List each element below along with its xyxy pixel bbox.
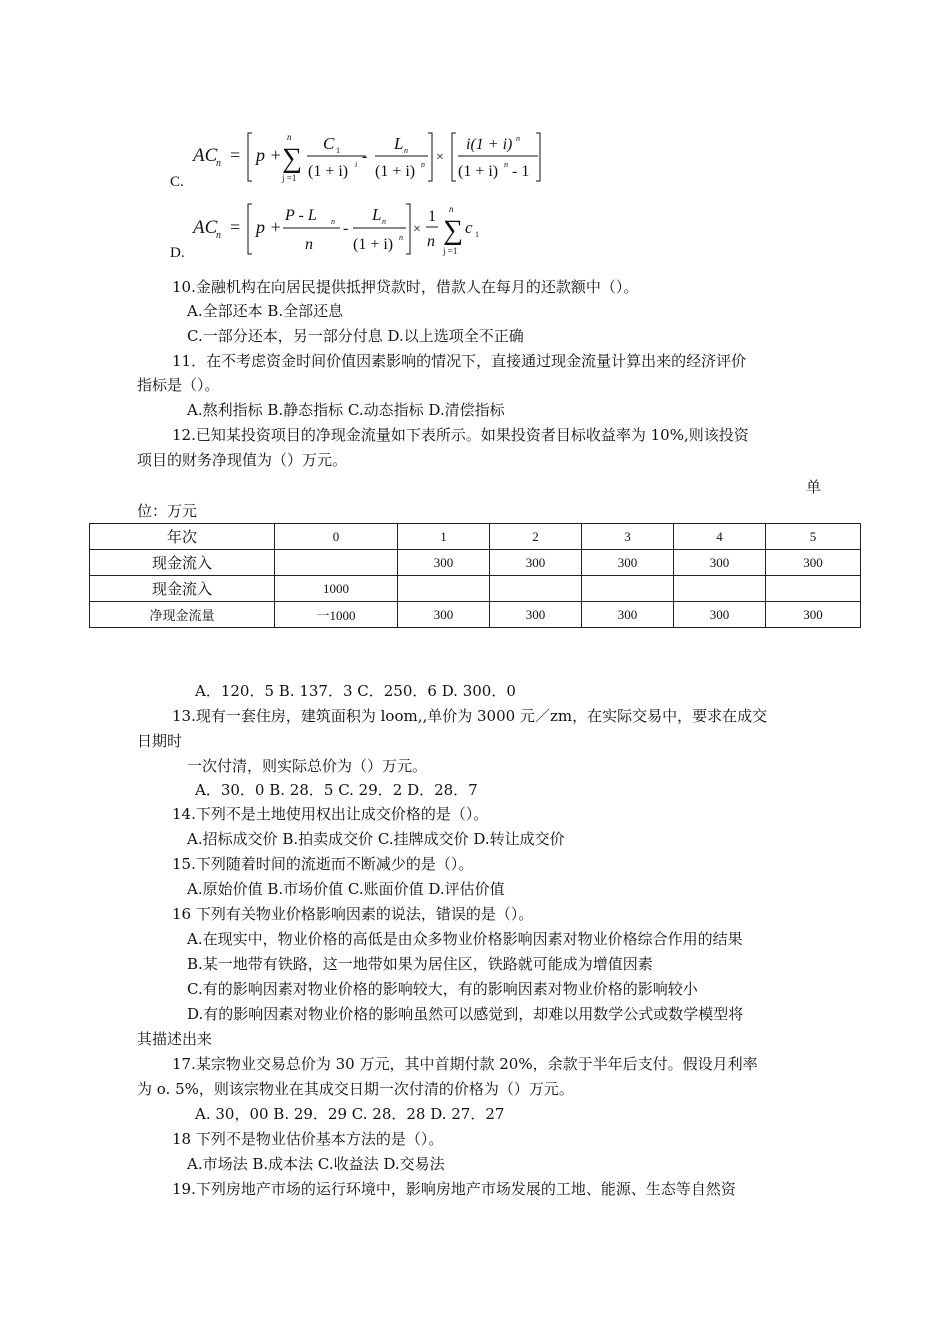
table-header-cell: 3	[582, 524, 674, 550]
formula-c-times: ×	[436, 150, 444, 165]
table-row	[90, 576, 861, 602]
formula-d-den2: (1 + i)	[353, 236, 394, 253]
formula-c-den2-sup: n	[421, 160, 425, 169]
formula-d-sum-top: n	[449, 204, 454, 214]
question-11-line-1: 11．在不考虑资金时间价值因素影响的情况下，直接通过现金流量计算出来的经济评价	[172, 352, 747, 370]
formula-d-c-sub: 1	[475, 230, 479, 239]
formula-d-bracket-close	[406, 204, 410, 254]
formula-c-bracket-close-2	[536, 133, 540, 181]
table-header-row	[90, 524, 861, 550]
formula-c-eq: =	[230, 145, 241, 165]
question-14: 14.下列不是土地使用权出让成交价格的是（）。	[172, 805, 489, 823]
formula-c-num3-sup: n	[516, 134, 520, 143]
question-13-line-3: 一次付清，则实际总价为（）万元。	[187, 757, 428, 775]
table-cell	[674, 576, 766, 602]
table-cell	[275, 550, 398, 576]
table-row-label: 现金流入	[90, 550, 275, 576]
formula-c-bracket-close	[428, 133, 432, 181]
formula-c-graphic	[160, 125, 560, 195]
formula-d-den2-sup: n	[399, 233, 403, 242]
question-16-option-d-line-2: 其描述出来	[137, 1030, 213, 1048]
question-14-options: A.招标成交价 B.拍卖成交价 C.挂牌成交价 D.转让成交价	[187, 830, 565, 848]
table-cell	[490, 576, 582, 602]
formula-c-lhs-sub: n	[216, 158, 221, 169]
question-11-options: A.熬利指标 B.静态指标 C.动态指标 D.清偿指标	[187, 401, 505, 419]
table-cell: 300	[674, 550, 766, 576]
formula-d-lhs-sub: n	[216, 230, 221, 241]
question-17-options: A. 30，00 B. 29．29 C. 28．28 D. 27．27	[195, 1105, 505, 1123]
question-16-option-d-line-1: D.有的影响因素对物业价格的影响虽然可以感觉到，却难以用数学公式或数学模型将	[187, 1005, 744, 1023]
question-18: 18 下列不是物业估价基本方法的是（）。	[172, 1130, 444, 1148]
question-12-line-1: 12.已知某投资项目的净现金流量如下表所示。如果投资者目标收益率为 10%,则该投资	[172, 426, 749, 444]
table-header-cell: 4	[674, 524, 766, 550]
formula-option-d	[160, 196, 560, 262]
table-row	[90, 602, 861, 628]
table-header-cell: 年次	[90, 524, 275, 550]
formula-d-one: 1	[428, 208, 436, 225]
formula-d-bracket-open	[248, 204, 252, 254]
question-11-line-2: 指标是（）。	[137, 376, 220, 394]
formula-c-p: p +	[256, 145, 282, 165]
formula-c-label: C.	[170, 174, 184, 190]
table-cell: 300	[674, 602, 766, 628]
formula-d-minus: -	[343, 220, 349, 237]
question-13-line-2: 日期时	[137, 732, 183, 750]
unit-label-part-1: 单	[806, 478, 822, 496]
question-16-option-c: C.有的影响因素对物业价格的影响较大，有的影响因素对物业价格的影响较小	[187, 980, 698, 998]
formula-d-num1: P - L	[285, 207, 317, 224]
formula-c-num2-sub: n	[404, 146, 408, 155]
table-cell: 300	[490, 602, 582, 628]
question-10: 10.金融机构在向居民提供抵押贷款时，借款人在每月的还款额中（）。	[172, 278, 639, 296]
table-cell	[766, 576, 861, 602]
table-cell: 1000	[275, 576, 398, 602]
formula-c-bracket-open-2	[452, 133, 456, 181]
formula-c-minus: -	[362, 148, 368, 165]
formula-c-den2: (1 + i)	[375, 163, 416, 180]
formula-d-num2: L	[372, 205, 382, 224]
formula-d-den1: n	[305, 236, 313, 253]
question-15-options: A.原始价值 B.市场价值 C.账面价值 D.评估价值	[187, 880, 505, 898]
formula-c-sum-top: n	[287, 132, 292, 142]
table-row-label: 净现金流量	[90, 602, 275, 628]
formula-d-label: D.	[170, 245, 185, 261]
formula-c-den3-sup: n	[504, 160, 508, 169]
table-cell	[582, 576, 674, 602]
formula-c-lhs: AC	[193, 145, 218, 166]
table-header-cell: 1	[398, 524, 490, 550]
table-cell: 300	[766, 550, 861, 576]
formula-c-sum-bottom: j =1	[282, 173, 297, 183]
formula-d-num2-sub: n	[382, 217, 386, 226]
formula-c-bracket-open	[248, 133, 252, 181]
table-cell: 300	[490, 550, 582, 576]
question-12-options: A．120．5 B. 137．3 C．250．6 D. 300．0	[195, 682, 516, 700]
table-cell: 300	[582, 602, 674, 628]
formula-option-c	[160, 125, 560, 195]
formula-c-sigma: ∑	[282, 143, 302, 174]
formula-d-sum-bottom: j =1	[443, 246, 458, 256]
formula-d-c: c	[465, 218, 473, 237]
table-cell: 300	[766, 602, 861, 628]
table-cell	[398, 576, 490, 602]
question-17-line-1: 17.某宗物业交易总价为 30 万元，其中首期付款 20%，余款于半年后支付。假设月利率	[172, 1055, 758, 1073]
formula-c-den1-sup: i	[355, 160, 358, 169]
table-cell: 300	[582, 550, 674, 576]
question-13-options: A．30．0 B. 28．5 C. 29．2 D．28．7	[195, 781, 478, 799]
formula-c-num2: L	[394, 134, 404, 153]
formula-d-graphic	[160, 196, 560, 262]
table-row-label: 现金流入	[90, 576, 275, 602]
formula-c-den3: (1 + i)	[458, 163, 499, 180]
formula-c-num1-sub: 1	[336, 146, 340, 155]
table-cell: 300	[398, 550, 490, 576]
formula-c-den1: (1 + i)	[308, 163, 349, 180]
formula-d-p: p +	[256, 217, 282, 237]
table-header-cell: 5	[766, 524, 861, 550]
question-16-option-a: A.在现实中，物业价格的高低是由众多物业价格影响因素对物业价格综合作用的结果	[187, 930, 743, 948]
table-header-cell: 0	[275, 524, 398, 550]
question-15: 15.下列随着时间的流逝而不断减少的是（）。	[172, 855, 474, 873]
question-16: 16 下列有关物业价格影响因素的说法，错误的是（）。	[172, 905, 534, 923]
formula-c-den3-tail: - 1	[512, 163, 530, 180]
formula-d-n-den: n	[427, 233, 435, 250]
question-18-options: A.市场法 B.成本法 C.收益法 D.交易法	[187, 1155, 445, 1173]
formula-d-lhs: AC	[193, 217, 218, 238]
formula-d-sigma: ∑	[443, 215, 463, 246]
formula-d-times: ×	[413, 222, 421, 237]
table-header-cell: 2	[490, 524, 582, 550]
table-cell: 一1000	[275, 602, 398, 628]
formula-d-num1-sub: n	[331, 217, 335, 226]
cash-flow-table	[89, 523, 861, 628]
question-19: 19.下列房地产市场的运行环境中，影响房地产市场发展的工地、能源、生态等自然资	[172, 1180, 736, 1198]
question-10-options-ab: A.全部还本 B.全部还息	[187, 302, 344, 320]
question-17-line-2: 为 o. 5%，则该宗物业在其成交日期一次付清的价格为（）万元。	[137, 1080, 574, 1098]
formula-c-num3: i(1 + i)	[466, 136, 513, 153]
question-16-option-b: B.某一地带有铁路，这一地带如果为居住区，铁路就可能成为增值因素	[187, 955, 653, 973]
question-13-line-1: 13.现有一套住房，建筑面积为 loom,,单价为 3000 元／zm，在实际交易中，要求在成交	[172, 707, 768, 725]
unit-label-part-2: 位：万元	[137, 502, 198, 520]
table-row	[90, 550, 861, 576]
formula-d-eq: =	[230, 217, 241, 237]
table-cell: 300	[398, 602, 490, 628]
question-12-line-2: 项目的财务净现值为（）万元。	[137, 451, 348, 469]
formula-c-num1: C	[323, 134, 335, 153]
question-10-options-cd: C.一部分还本，另一部分付息 D.以上选项全不正确	[187, 327, 524, 345]
